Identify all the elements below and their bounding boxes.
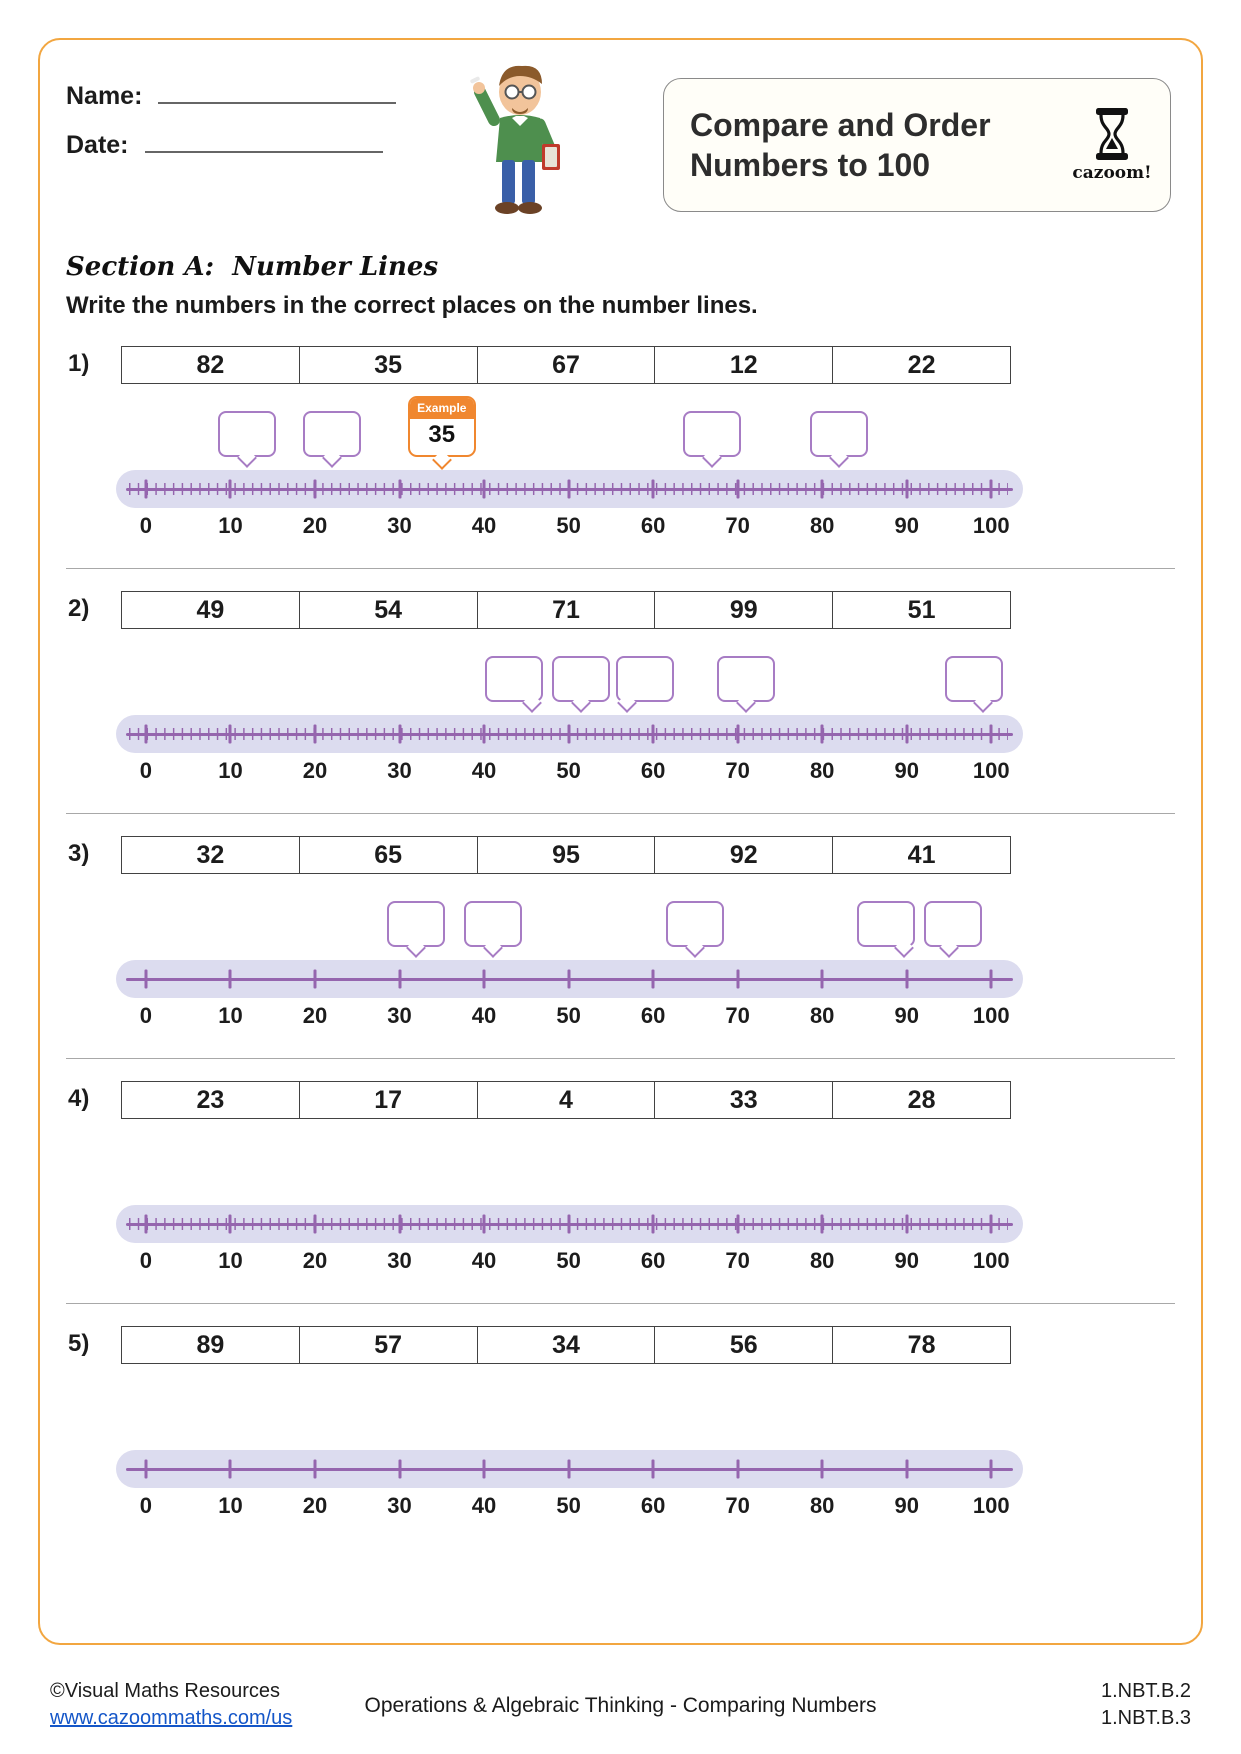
answer-bubble[interactable] (303, 411, 361, 457)
number-card: 28 (907, 1085, 936, 1114)
major-tick (229, 1460, 232, 1479)
bubble-zone (116, 384, 1023, 470)
title-line-1: Compare and Order (690, 107, 991, 143)
tick-label: 40 (471, 1003, 497, 1028)
bubble-tail (522, 693, 542, 713)
answer-bubble[interactable] (717, 656, 775, 702)
number-card: 56 (655, 1327, 833, 1363)
tick-label: 30 (387, 1493, 412, 1518)
teacher-cartoon-icon (458, 56, 576, 224)
tick-label: 20 (302, 1003, 328, 1028)
major-tick (398, 480, 401, 499)
bubble-zone (116, 1119, 1023, 1205)
major-tick (229, 480, 232, 499)
major-tick (398, 1215, 401, 1234)
tick-label: 10 (218, 1493, 243, 1518)
tick-label: 30 (387, 1003, 412, 1028)
major-tick (144, 1215, 147, 1234)
number-card: 4 (478, 1082, 656, 1118)
major-tick (313, 725, 316, 744)
tick-label: 10 (218, 1003, 243, 1028)
major-tick (483, 970, 486, 989)
tick-label: 70 (725, 1493, 750, 1518)
tick-label: 90 (894, 758, 919, 783)
major-tick (652, 1460, 655, 1479)
bubble-tail (237, 448, 257, 468)
name-input-line[interactable] (158, 87, 396, 104)
major-tick (736, 970, 739, 989)
number-card: 65 (300, 837, 478, 873)
tick-label: 20 (302, 758, 328, 783)
tick-label: 80 (809, 1003, 835, 1028)
tick-label: 70 (725, 1003, 750, 1028)
tick-label: 10 (218, 1248, 243, 1273)
tick-label: 60 (640, 1493, 666, 1518)
tick-label: 20 (302, 1248, 328, 1273)
major-tick (483, 725, 486, 744)
major-tick (652, 1215, 655, 1234)
bubble-tail (571, 693, 591, 713)
header (66, 68, 1175, 246)
number-card: 32 (122, 837, 300, 873)
problem-number: 2) (68, 595, 90, 622)
answer-bubble[interactable] (552, 656, 610, 702)
number-line-area (116, 874, 1023, 1030)
number-line-area (116, 1364, 1023, 1520)
major-tick (990, 480, 993, 499)
major-tick (229, 970, 232, 989)
bubble-tail (407, 938, 427, 958)
problem-5 (66, 1304, 1175, 1548)
instructions: Write the numbers in the correct places on the number lines. (66, 292, 758, 319)
answer-bubble[interactable] (218, 411, 276, 457)
logo-text: cazoom! (1072, 163, 1152, 183)
tick-label: 30 (387, 513, 412, 538)
worksheet-title (690, 105, 1070, 185)
title-line-2: Numbers to 100 (690, 147, 931, 183)
hourglass-icon (1090, 107, 1134, 161)
number-line (116, 960, 1023, 998)
major-tick (483, 1215, 486, 1234)
problem-number: 1) (68, 350, 90, 377)
major-tick (905, 725, 908, 744)
number-card: 92 (655, 837, 833, 873)
title-box (663, 78, 1171, 212)
bubble-tail (829, 448, 849, 468)
number-card: 82 (122, 347, 300, 383)
major-tick (821, 970, 824, 989)
answer-bubble[interactable] (945, 656, 1003, 702)
tick-label: 60 (640, 1248, 666, 1273)
date-input-line[interactable] (145, 136, 383, 153)
tick-label: 50 (556, 1003, 581, 1028)
number-card: 57 (300, 1327, 478, 1363)
major-tick (736, 1215, 739, 1234)
number-line (116, 1205, 1023, 1243)
major-tick (144, 480, 147, 499)
problem-number: 5) (68, 1330, 90, 1357)
major-tick (398, 1460, 401, 1479)
problem-2 (66, 569, 1175, 814)
major-tick (313, 480, 316, 499)
major-tick (313, 970, 316, 989)
tick-label: 90 (894, 513, 919, 538)
number-card: 49 (122, 592, 300, 628)
bubble-tail (483, 938, 503, 958)
number-line-area (116, 629, 1023, 785)
answer-bubble[interactable] (857, 901, 915, 947)
major-tick (905, 970, 908, 989)
tick-label: 70 (725, 513, 750, 538)
tick-label: 30 (387, 1248, 412, 1273)
answer-bubble[interactable] (810, 411, 868, 457)
number-card: 34 (478, 1327, 656, 1363)
major-tick (567, 1460, 570, 1479)
tick-label: 50 (556, 758, 581, 783)
tick-label: 0 (139, 1493, 153, 1518)
major-tick (313, 1460, 316, 1479)
tick-label: 0 (139, 513, 153, 538)
tick-label: 0 (139, 1003, 153, 1028)
major-tick (652, 725, 655, 744)
number-card: 12 (655, 347, 833, 383)
tick-labels-row (116, 508, 1023, 540)
number-card: 99 (655, 592, 833, 628)
bubble-tail (736, 693, 756, 713)
tick-label: 40 (471, 1248, 497, 1273)
tick-label: 60 (640, 513, 666, 538)
tick-label: 80 (809, 513, 835, 538)
tick-label: 40 (471, 513, 497, 538)
tick-label: 90 (894, 1003, 919, 1028)
major-tick (398, 725, 401, 744)
number-cards (121, 591, 1011, 629)
major-tick (144, 1460, 147, 1479)
tick-label: 10 (218, 513, 243, 538)
major-tick (144, 725, 147, 744)
major-tick (229, 725, 232, 744)
major-tick (567, 1215, 570, 1234)
problem-number: 3) (68, 840, 90, 867)
bubble-tail (685, 938, 705, 958)
number-card: 51 (907, 595, 936, 624)
answer-bubble[interactable] (485, 656, 543, 702)
tick-label: 80 (809, 758, 835, 783)
bubble-tail (617, 693, 637, 713)
bubble-tail (894, 938, 914, 958)
problem-1 (66, 324, 1175, 569)
tick-label: 100 (972, 1493, 1010, 1518)
number-cards (121, 836, 1011, 874)
cazoom-logo (1070, 107, 1154, 183)
bubble-tail (939, 938, 959, 958)
tick-label: 0 (139, 1248, 153, 1273)
major-tick (313, 1215, 316, 1234)
worksheet-frame (38, 38, 1203, 1645)
answer-bubble[interactable] (464, 901, 522, 947)
tick-labels-row (116, 998, 1023, 1030)
tick-labels-row (116, 753, 1023, 785)
major-tick (398, 970, 401, 989)
website-link[interactable]: www.cazoommaths.com/us (50, 1707, 293, 1729)
major-tick (483, 1460, 486, 1479)
major-tick (736, 480, 739, 499)
tick-label: 10 (218, 758, 243, 783)
tick-label: 40 (471, 1493, 497, 1518)
tick-labels-row (116, 1243, 1023, 1275)
major-tick (821, 480, 824, 499)
number-line-area (116, 1119, 1023, 1275)
major-tick (736, 725, 739, 744)
major-tick (990, 970, 993, 989)
tick-label: 60 (640, 758, 666, 783)
number-card: 67 (478, 347, 656, 383)
number-card: 41 (907, 840, 936, 869)
copyright-text: ©Visual Maths Resources (50, 1680, 281, 1702)
number-card: 22 (907, 350, 936, 379)
answer-bubble[interactable] (683, 411, 741, 457)
major-tick (567, 970, 570, 989)
number-card: 17 (300, 1082, 478, 1118)
answer-bubble[interactable] (666, 901, 724, 947)
teacher-illustration (458, 56, 576, 224)
tick-label: 60 (640, 1003, 666, 1028)
major-tick (990, 1215, 993, 1234)
tick-label: 40 (471, 758, 497, 783)
tick-label: 80 (809, 1493, 835, 1518)
number-card: 23 (122, 1082, 300, 1118)
tick-labels-row (116, 1488, 1023, 1520)
tick-label: 50 (556, 513, 581, 538)
tick-label: 20 (302, 513, 328, 538)
major-tick (736, 1460, 739, 1479)
bubble-zone (116, 629, 1023, 715)
number-card: 89 (122, 1327, 300, 1363)
major-tick (144, 970, 147, 989)
tick-label: 90 (894, 1248, 919, 1273)
major-tick (905, 1215, 908, 1234)
problem-4 (66, 1059, 1175, 1304)
date-label: Date: (66, 131, 129, 159)
major-tick (821, 1215, 824, 1234)
tick-label: 100 (972, 1003, 1010, 1028)
major-tick (821, 725, 824, 744)
bubble-tail (702, 448, 722, 468)
standard-code-2: 1.NBT.B.3 (1100, 1707, 1191, 1729)
footer-topic: Operations & Algebraic Thinking - Comparing Numbers (364, 1694, 877, 1717)
number-card: 33 (655, 1082, 833, 1118)
number-line (116, 470, 1023, 508)
major-tick (905, 480, 908, 499)
answer-bubble[interactable] (387, 901, 445, 947)
tick-label: 70 (725, 758, 750, 783)
tick-label: 50 (556, 1493, 581, 1518)
tick-label: 70 (725, 1248, 750, 1273)
tick-label: 0 (139, 758, 153, 783)
tick-label: 100 (972, 1248, 1010, 1273)
number-card: 95 (478, 837, 656, 873)
number-line-area (116, 384, 1023, 540)
answer-bubble[interactable] (924, 901, 982, 947)
major-tick (990, 1460, 993, 1479)
major-tick (567, 480, 570, 499)
bubble-zone (116, 874, 1023, 960)
number-card: 35 (300, 347, 478, 383)
number-card: 71 (478, 592, 656, 628)
bubble-tail (973, 693, 993, 713)
answer-bubble[interactable] (616, 656, 674, 702)
tick-label: 100 (972, 758, 1010, 783)
problem-3 (66, 814, 1175, 1059)
major-tick (905, 1460, 908, 1479)
footer (38, 1676, 1203, 1740)
bubble-tail (322, 448, 342, 468)
number-line (116, 1450, 1023, 1488)
major-tick (567, 725, 570, 744)
number-cards (121, 1326, 1011, 1364)
tick-label: 90 (894, 1493, 919, 1518)
problems-list (66, 324, 1175, 1548)
major-tick (652, 970, 655, 989)
bubble-zone (116, 1364, 1023, 1450)
example-value: 35 (428, 421, 456, 448)
example-callout (408, 396, 476, 457)
major-tick (229, 1215, 232, 1234)
section-heading: Section A: Number Lines (66, 252, 439, 282)
tick-label: 20 (302, 1493, 328, 1518)
number-card: 54 (300, 592, 478, 628)
tick-label: 100 (972, 513, 1010, 538)
major-tick (652, 480, 655, 499)
tick-label: 80 (809, 1248, 835, 1273)
major-tick (483, 480, 486, 499)
tick-label: 30 (387, 758, 412, 783)
tick-label: 50 (556, 1248, 581, 1273)
major-tick (990, 725, 993, 744)
number-cards (121, 1081, 1011, 1119)
number-line (116, 715, 1023, 753)
number-cards (121, 346, 1011, 384)
standard-code-1: 1.NBT.B.2 (1100, 1680, 1191, 1702)
number-card: 78 (907, 1330, 936, 1359)
name-label: Name: (66, 82, 143, 110)
major-tick (821, 1460, 824, 1479)
example-label: Example (410, 398, 474, 419)
problem-number: 4) (68, 1085, 90, 1112)
